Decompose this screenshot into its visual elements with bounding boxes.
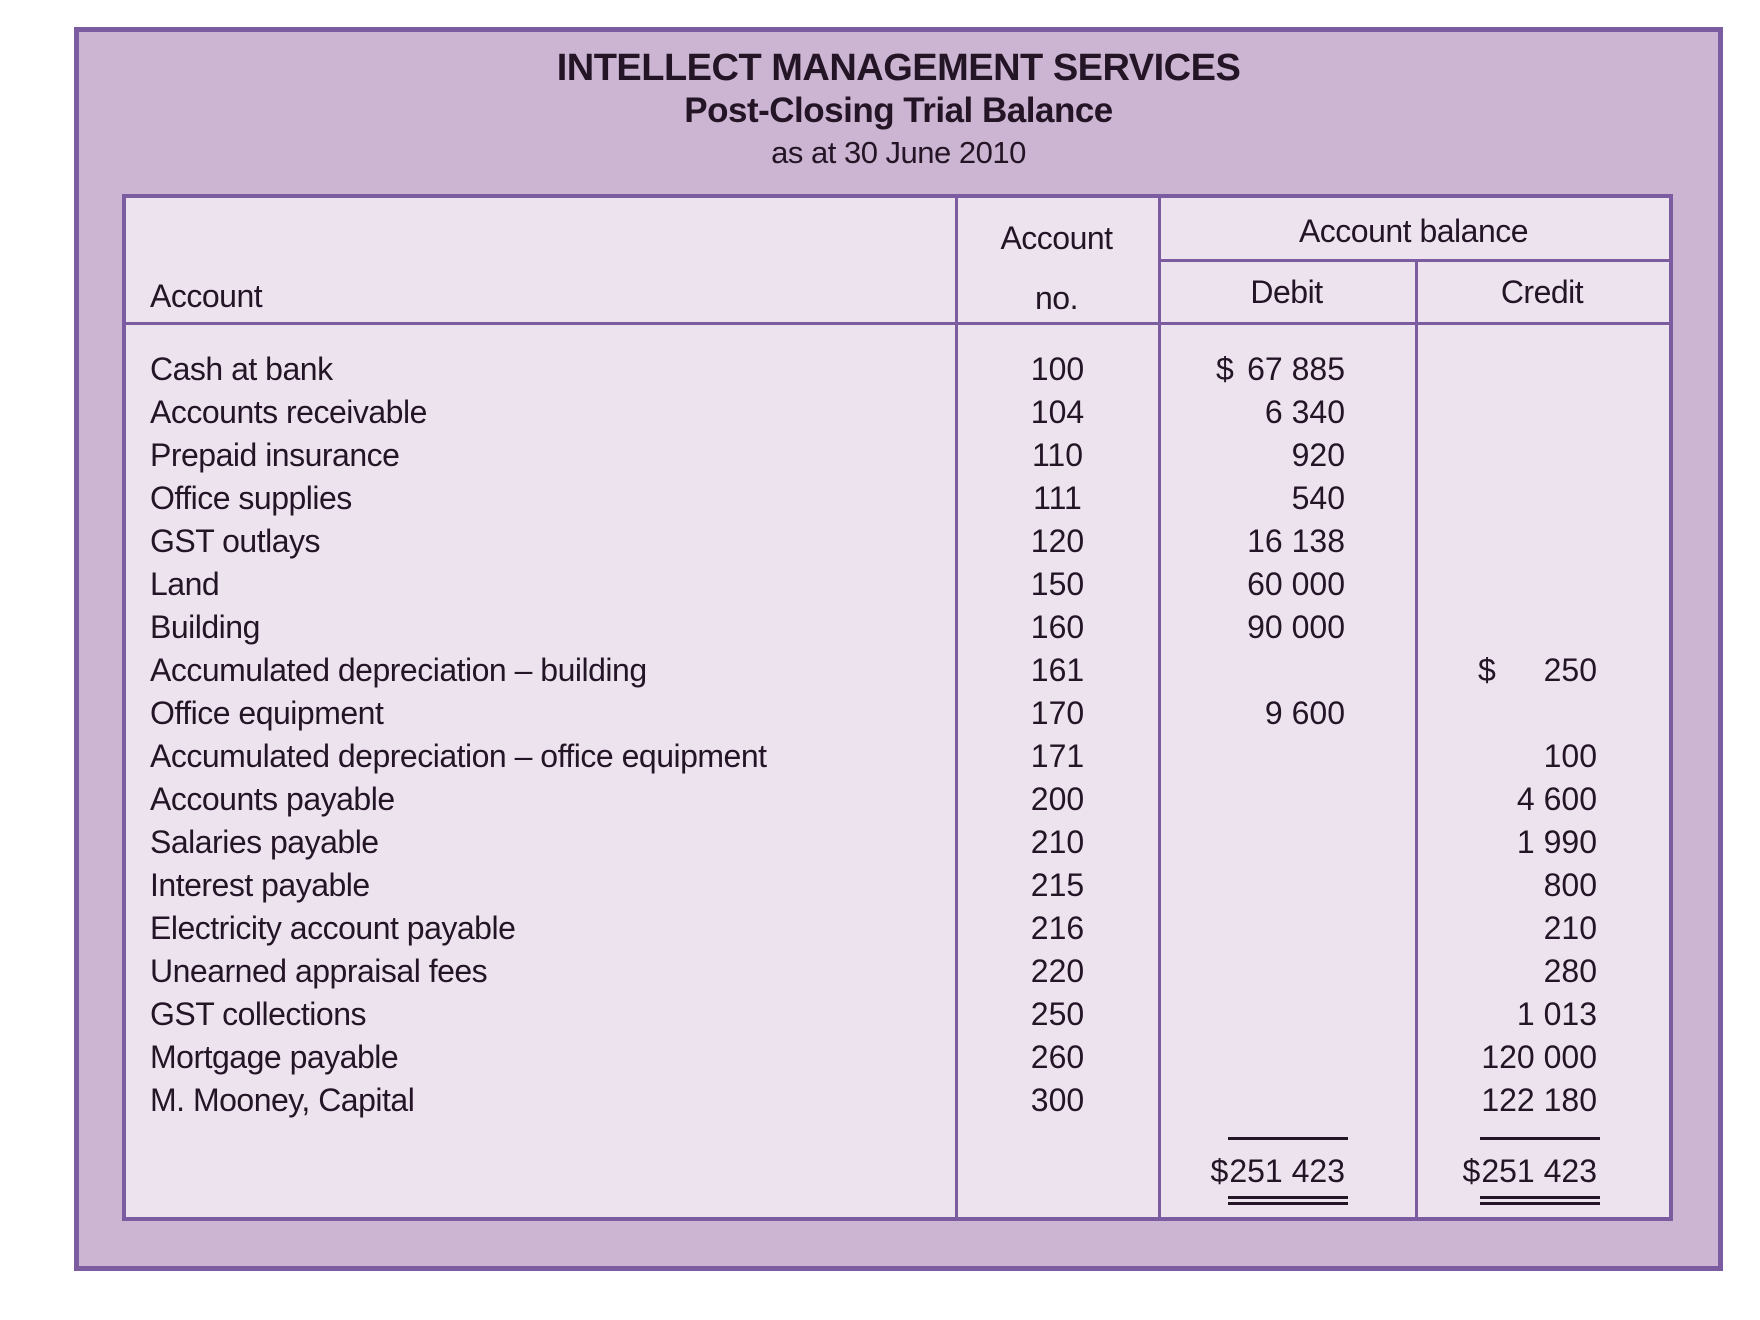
- credit-cell: [1416, 821, 1669, 864]
- credit-cell: [1416, 993, 1669, 1036]
- debit-cell: [1159, 993, 1416, 1036]
- debit-cell: [1159, 391, 1416, 434]
- totals-debit-value: 251 423: [1228, 1137, 1348, 1205]
- divider-under-balance-header: [1158, 259, 1669, 262]
- account-no: 171: [1030, 738, 1085, 774]
- credit-value: 100: [1543, 738, 1597, 774]
- account-name: Accumulated depreciation – office equipment: [150, 738, 767, 774]
- header-account-no-line2: no.: [1035, 280, 1078, 316]
- debit-value: 16 138: [1247, 523, 1345, 559]
- account-name: Prepaid insurance: [150, 437, 400, 473]
- account-name: Office supplies: [150, 480, 352, 516]
- account-no: 215: [1030, 867, 1085, 903]
- credit-cell: [1416, 735, 1669, 778]
- credit-cell: [1416, 864, 1669, 907]
- account-no: 300: [1030, 1082, 1085, 1118]
- totals-debit-cell: [1159, 1137, 1416, 1205]
- debit-cell: [1159, 1036, 1416, 1079]
- credit-cell: [1416, 778, 1669, 821]
- table-row: [126, 692, 1669, 735]
- credit-value: 1 990: [1516, 824, 1597, 860]
- account-no: 200: [1030, 781, 1085, 817]
- totals-credit-value: 251 423: [1480, 1137, 1600, 1205]
- account-no: 170: [1030, 695, 1085, 731]
- header-debit: Debit: [1250, 274, 1323, 310]
- table-row: [126, 950, 1669, 993]
- account-name: Cash at bank: [150, 351, 333, 387]
- debit-cell: [1159, 735, 1416, 778]
- table-row: [126, 477, 1669, 520]
- credit-dollar-sign: $: [1478, 652, 1496, 688]
- header-account-no-line1: Account: [1000, 220, 1113, 256]
- credit-cell: [1416, 477, 1669, 520]
- account-no: 220: [1030, 953, 1085, 989]
- trial-balance-table: [122, 194, 1673, 1221]
- table-row: [126, 907, 1669, 950]
- debit-value: 920: [1291, 437, 1345, 473]
- table-row: [126, 864, 1669, 907]
- credit-value: 280: [1543, 953, 1597, 989]
- table-row: [126, 778, 1669, 821]
- credit-cell: [1416, 520, 1669, 563]
- debit-cell: [1159, 563, 1416, 606]
- account-no: 110: [1031, 437, 1083, 473]
- account-name: Electricity account payable: [150, 910, 516, 946]
- credit-cell: [1416, 1036, 1669, 1079]
- table-row: [126, 348, 1669, 391]
- debit-cell: [1159, 606, 1416, 649]
- debit-value: 9 600: [1264, 695, 1345, 731]
- credit-cell: [1416, 348, 1669, 391]
- account-no: 210: [1030, 824, 1085, 860]
- account-name: Mortgage payable: [150, 1039, 399, 1075]
- header-account: Account: [150, 278, 263, 314]
- account-name: GST collections: [150, 996, 366, 1032]
- rows-container: [126, 325, 1669, 1122]
- credit-cell: [1416, 563, 1669, 606]
- credit-value: 120 000: [1481, 1039, 1597, 1075]
- debit-cell: [1159, 778, 1416, 821]
- table-row: [126, 563, 1669, 606]
- account-no: 260: [1030, 1039, 1085, 1075]
- account-no: 120: [1030, 523, 1085, 559]
- credit-value: 210: [1543, 910, 1597, 946]
- account-no: 216: [1030, 910, 1085, 946]
- credit-value: 4 600: [1516, 781, 1597, 817]
- debit-value: 540: [1291, 480, 1345, 516]
- debit-cell: [1159, 821, 1416, 864]
- debit-cell: [1159, 348, 1416, 391]
- totals-credit-dollar: $: [1462, 1153, 1481, 1189]
- document-frame: [74, 27, 1723, 1271]
- account-no: 150: [1030, 566, 1085, 602]
- credit-value: 800: [1543, 867, 1597, 903]
- table-row: [126, 434, 1669, 477]
- account-name: Accounts payable: [150, 781, 395, 817]
- debit-cell: [1159, 434, 1416, 477]
- account-no: 161: [1030, 652, 1085, 688]
- totals-debit-dollar: $: [1210, 1153, 1229, 1189]
- table-row: [126, 520, 1669, 563]
- company-name: INTELLECT MANAGEMENT SERVICES: [556, 47, 1241, 89]
- account-name: Building: [150, 609, 260, 645]
- credit-cell: [1416, 907, 1669, 950]
- debit-value: 67 885: [1247, 351, 1345, 387]
- credit-value: 250: [1543, 652, 1597, 688]
- account-no: 111: [1033, 480, 1082, 516]
- table-row: [126, 993, 1669, 1036]
- report-title: Post-Closing Trial Balance: [684, 91, 1113, 130]
- credit-cell: [1416, 1079, 1669, 1122]
- totals-spacer-no: [956, 1137, 1159, 1205]
- account-no: 104: [1030, 394, 1085, 430]
- account-no: 160: [1030, 609, 1085, 645]
- table-row: [126, 606, 1669, 649]
- table-row: [126, 649, 1669, 692]
- table-body: [126, 325, 1669, 1217]
- credit-value: 122 180: [1481, 1082, 1597, 1118]
- header-credit: Credit: [1500, 274, 1584, 310]
- account-name: Accumulated depreciation – building: [150, 652, 647, 688]
- credit-cell: [1416, 692, 1669, 735]
- credit-cell: [1416, 391, 1669, 434]
- debit-cell: [1159, 864, 1416, 907]
- debit-cell: [1159, 477, 1416, 520]
- report-date: as at 30 June 2010: [771, 135, 1026, 170]
- header-account-balance: Account balance: [1298, 213, 1529, 249]
- table-row: [126, 1079, 1669, 1122]
- debit-cell: [1159, 1079, 1416, 1122]
- totals-row: [126, 1137, 1669, 1205]
- debit-dollar-sign: $: [1216, 351, 1234, 387]
- table-row: [126, 1036, 1669, 1079]
- table-row: [126, 391, 1669, 434]
- credit-cell: [1416, 434, 1669, 477]
- credit-cell: [1416, 649, 1669, 692]
- debit-value: 60 000: [1247, 566, 1345, 602]
- account-name: M. Mooney, Capital: [150, 1082, 415, 1118]
- account-name: Office equipment: [150, 695, 384, 731]
- credit-value: 1 013: [1516, 996, 1597, 1032]
- debit-value: 90 000: [1247, 609, 1345, 645]
- debit-value: 6 340: [1264, 394, 1345, 430]
- account-name: GST outlays: [150, 523, 320, 559]
- account-no: 250: [1030, 996, 1085, 1032]
- debit-cell: [1159, 520, 1416, 563]
- debit-cell: [1159, 907, 1416, 950]
- totals-credit-cell: [1416, 1137, 1669, 1205]
- account-name: Salaries payable: [150, 824, 379, 860]
- account-name: Land: [150, 566, 220, 602]
- table-row: [126, 735, 1669, 778]
- account-name: Accounts receivable: [150, 394, 427, 430]
- table-row: [126, 821, 1669, 864]
- credit-cell: [1416, 606, 1669, 649]
- account-name: Interest payable: [150, 867, 370, 903]
- account-no: 100: [1030, 351, 1085, 387]
- account-name: Unearned appraisal fees: [150, 953, 488, 989]
- header-account-no: [955, 208, 1158, 328]
- debit-cell: [1159, 692, 1416, 735]
- totals-spacer-name: [126, 1137, 956, 1205]
- credit-cell: [1416, 950, 1669, 993]
- debit-cell: [1159, 950, 1416, 993]
- debit-cell: [1159, 649, 1416, 692]
